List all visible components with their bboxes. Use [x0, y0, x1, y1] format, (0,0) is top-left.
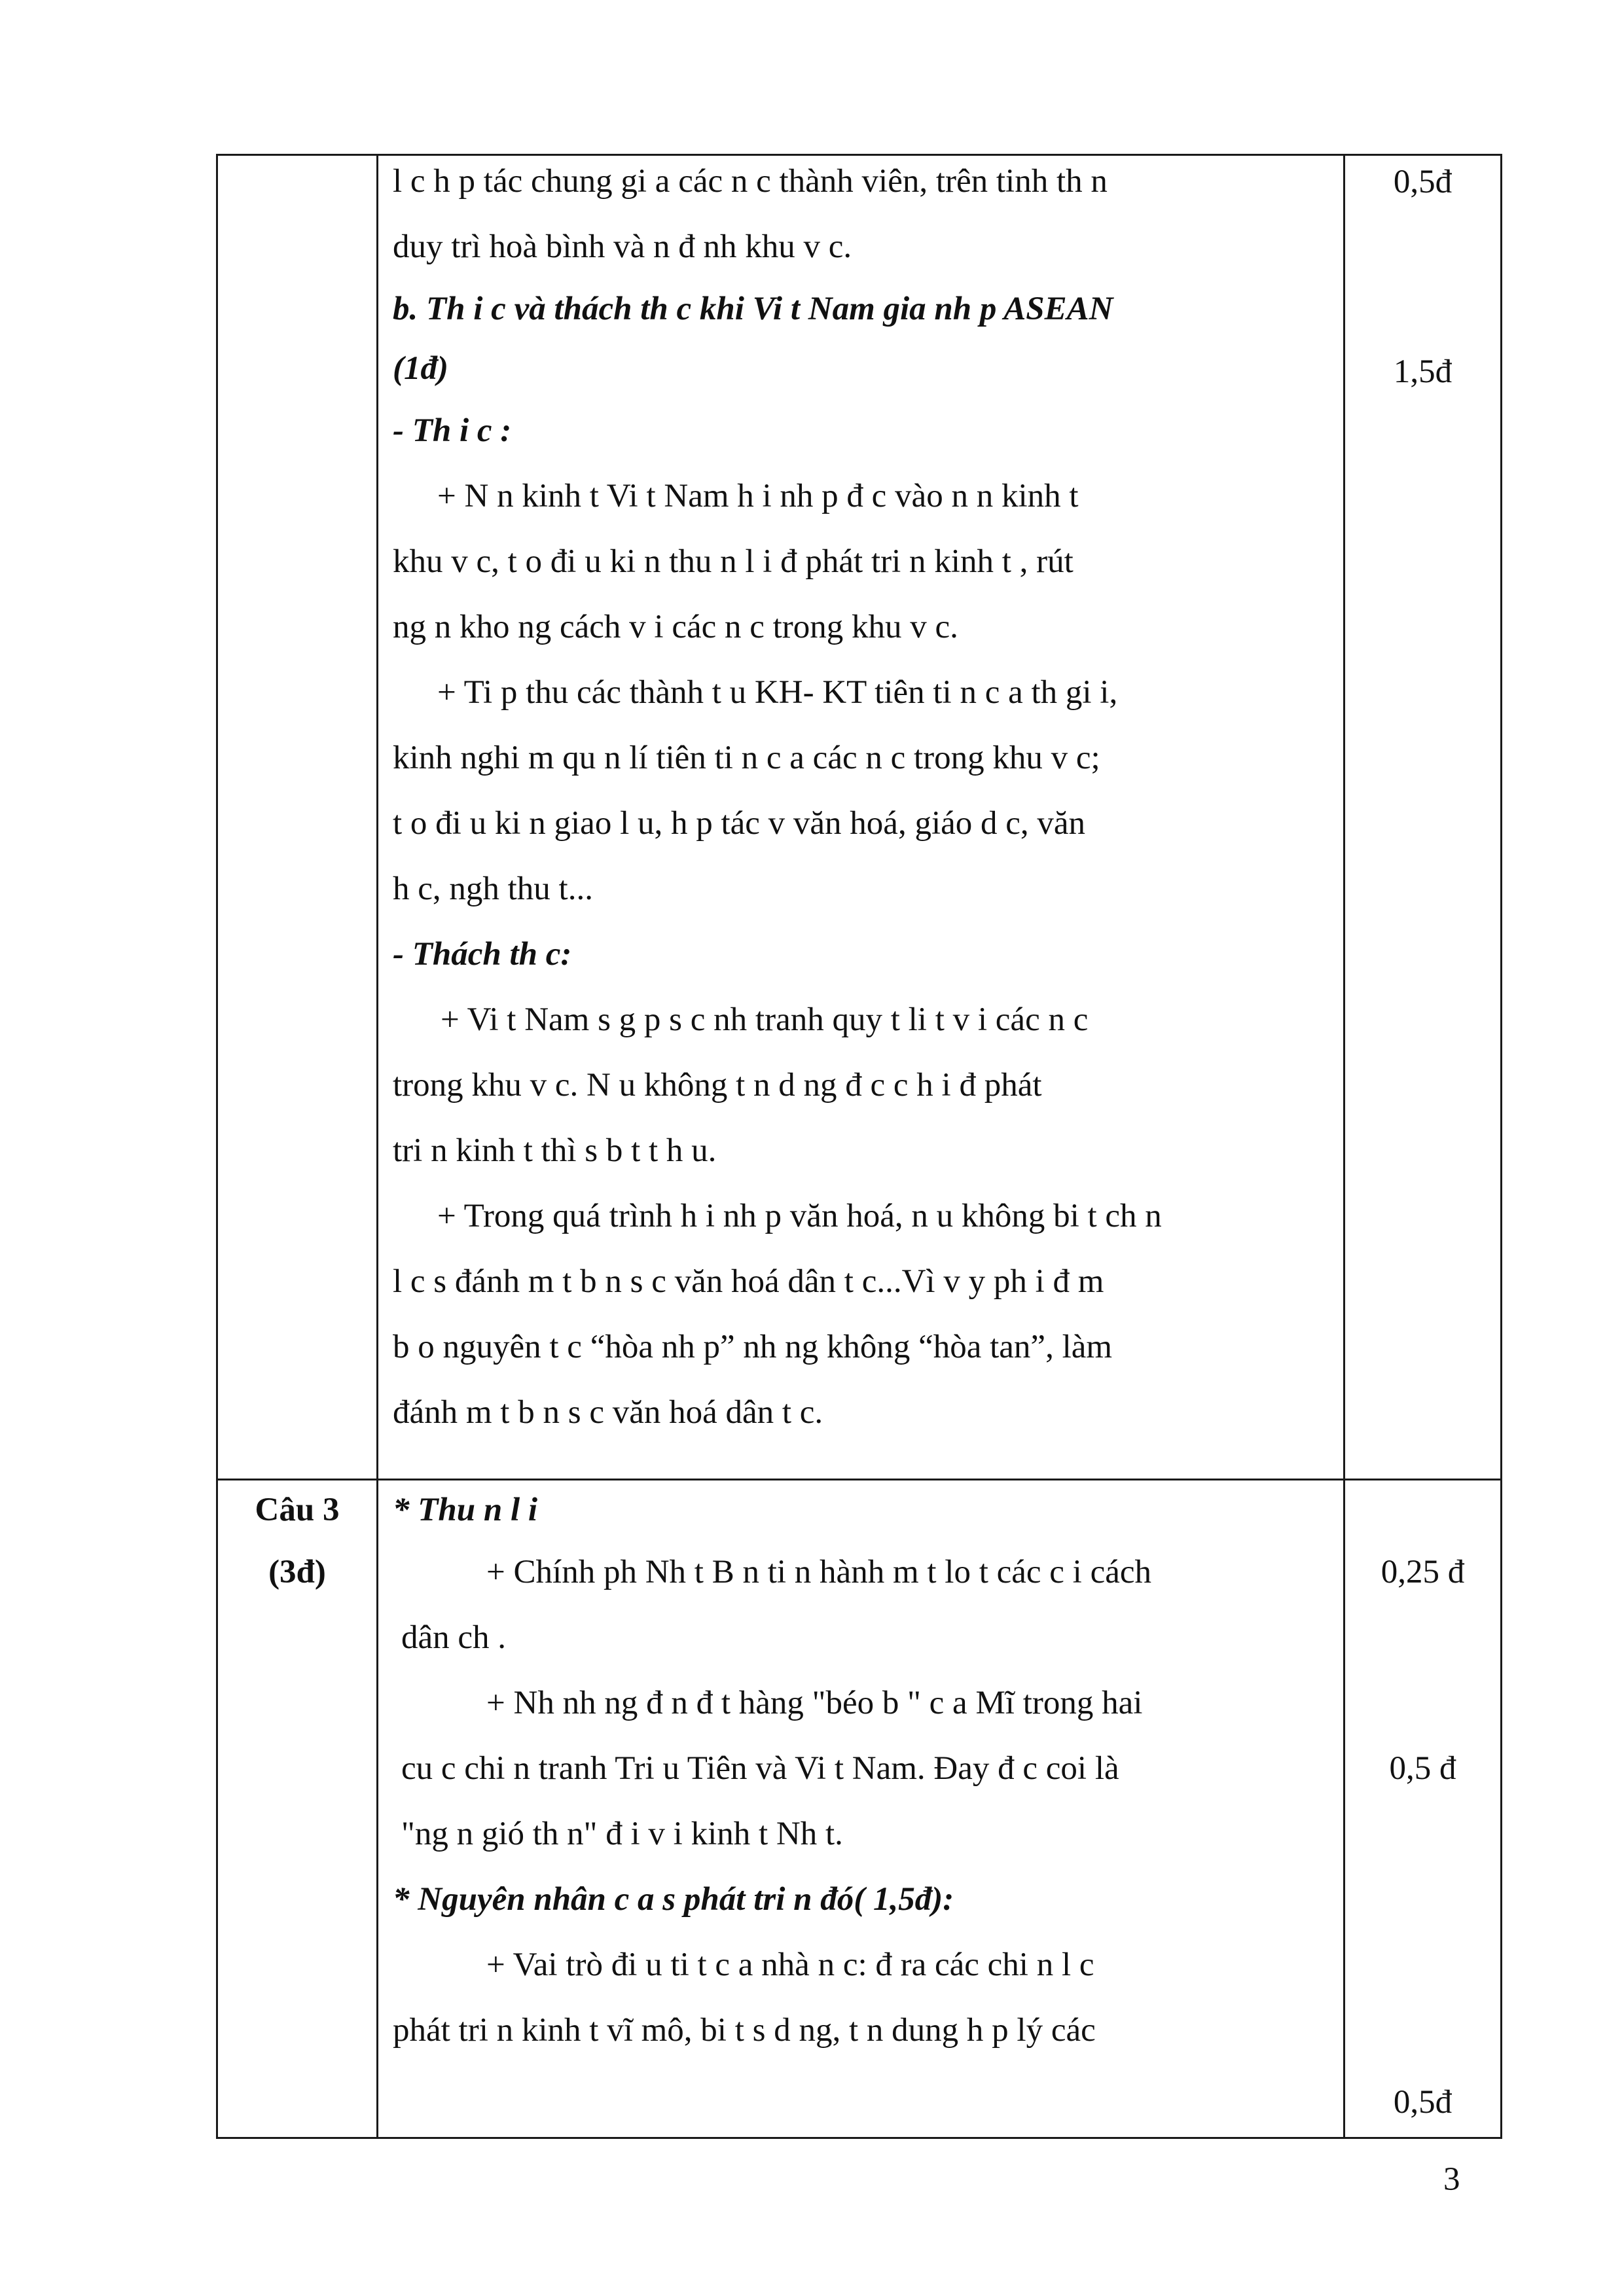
text-line: trong khu v c. N u không t n d ng đ c c h i đ phát — [393, 1067, 1042, 1103]
text-line: + Nh nh ng đ n đ t hàng "béo b " c a Mĩ trong hai — [486, 1685, 1143, 1721]
content-cell — [378, 1480, 1344, 2138]
text-line: + Trong quá trình h i nh p văn hoá, n u không bi t ch n — [437, 1198, 1162, 1234]
question-points: (3đ) — [268, 1554, 326, 1590]
text-line: + Chính ph Nh t B n ti n hành m t lo t các c i cách — [486, 1554, 1151, 1590]
text-line: t o đi u ki n giao l u, h p tác v văn hoá, giáo d c, văn — [393, 805, 1086, 842]
subheading-opportunities: - Th i c : — [393, 412, 512, 449]
score-label: 0,25 đ — [1380, 1554, 1465, 1590]
text-line: tri n kinh t thì s b t t h u. — [393, 1132, 717, 1169]
content-cell — [378, 155, 1344, 1480]
score-label: 0,5đ — [1393, 164, 1453, 200]
subheading-advantages: * Thu n l i — [393, 1492, 538, 1528]
section-heading: (1đ) — [393, 350, 448, 387]
text-line: + Vai trò đi u ti t c a nhà n c: đ ra các chi n l c — [486, 1946, 1094, 1983]
text-line: phát tri n kinh t vĩ mô, bi t s d ng, t n dung h p lý các — [393, 2012, 1096, 2049]
subheading-challenges: - Thách th c: — [393, 936, 572, 973]
text-line: + N n kinh t Vi t Nam h i nh p đ c vào n n kinh t — [437, 478, 1079, 514]
text-line: dân ch . — [401, 1619, 507, 1656]
text-line: duy trì hoà bình và n đ nh khu v c. — [393, 228, 852, 265]
text-line: ng n kho ng cách v i các n c trong khu v c. — [393, 609, 958, 645]
score-label: 0,5 đ — [1389, 1750, 1456, 1787]
question-number: Câu 3 — [255, 1492, 340, 1528]
answer-table — [216, 154, 1502, 2139]
text-line: h c, ngh thu t... — [393, 870, 593, 907]
page-number: 3 — [1443, 2161, 1460, 2198]
text-line: l c s đánh m t b n s c văn hoá dân t c...Vì v y ph i đ m — [393, 1263, 1104, 1300]
text-line: kinh nghi m qu n lí tiên ti n c a các n c trong khu v c; — [393, 740, 1100, 776]
question-cell — [217, 1480, 378, 2138]
score-cell — [1344, 1480, 1502, 2138]
text-line: cu c chi n tranh Tri u Tiên và Vi t Nam. Đay đ c coi là — [401, 1750, 1119, 1787]
subheading-causes: * Nguyên nhân c a s phát tri n đó( 1,5đ): — [393, 1881, 954, 1918]
score-label: 0,5đ — [1393, 2084, 1453, 2121]
text-line: khu v c, t o đi u ki n thu n l i đ phát tri n kinh t , rút — [393, 543, 1074, 580]
table-row — [217, 155, 1502, 1480]
text-line: "ng n gió th n" đ i v i kinh t Nh t. — [401, 1816, 843, 1852]
question-cell — [217, 155, 378, 1480]
text-line: l c h p tác chung gi a các n c thành viên, trên tinh th n — [393, 163, 1108, 200]
score-label: 1,5đ — [1393, 353, 1453, 390]
text-line: + Ti p thu các thành t u KH- KT tiên ti n c a th gi i, — [437, 674, 1118, 711]
text-line: + Vi t Nam s g p s c nh tranh quy t li t v i các n c — [441, 1001, 1089, 1038]
section-heading: b. Th i c và thách th c khi Vi t Nam gia nh p ASEAN — [393, 291, 1113, 327]
text-line: b o nguyên t c “hòa nh p” nh ng không “hòa tan”, làm — [393, 1329, 1113, 1365]
text-line: đánh m t b n s c văn hoá dân t c. — [393, 1394, 823, 1431]
score-cell — [1344, 155, 1502, 1480]
table-row — [217, 1480, 1502, 2138]
